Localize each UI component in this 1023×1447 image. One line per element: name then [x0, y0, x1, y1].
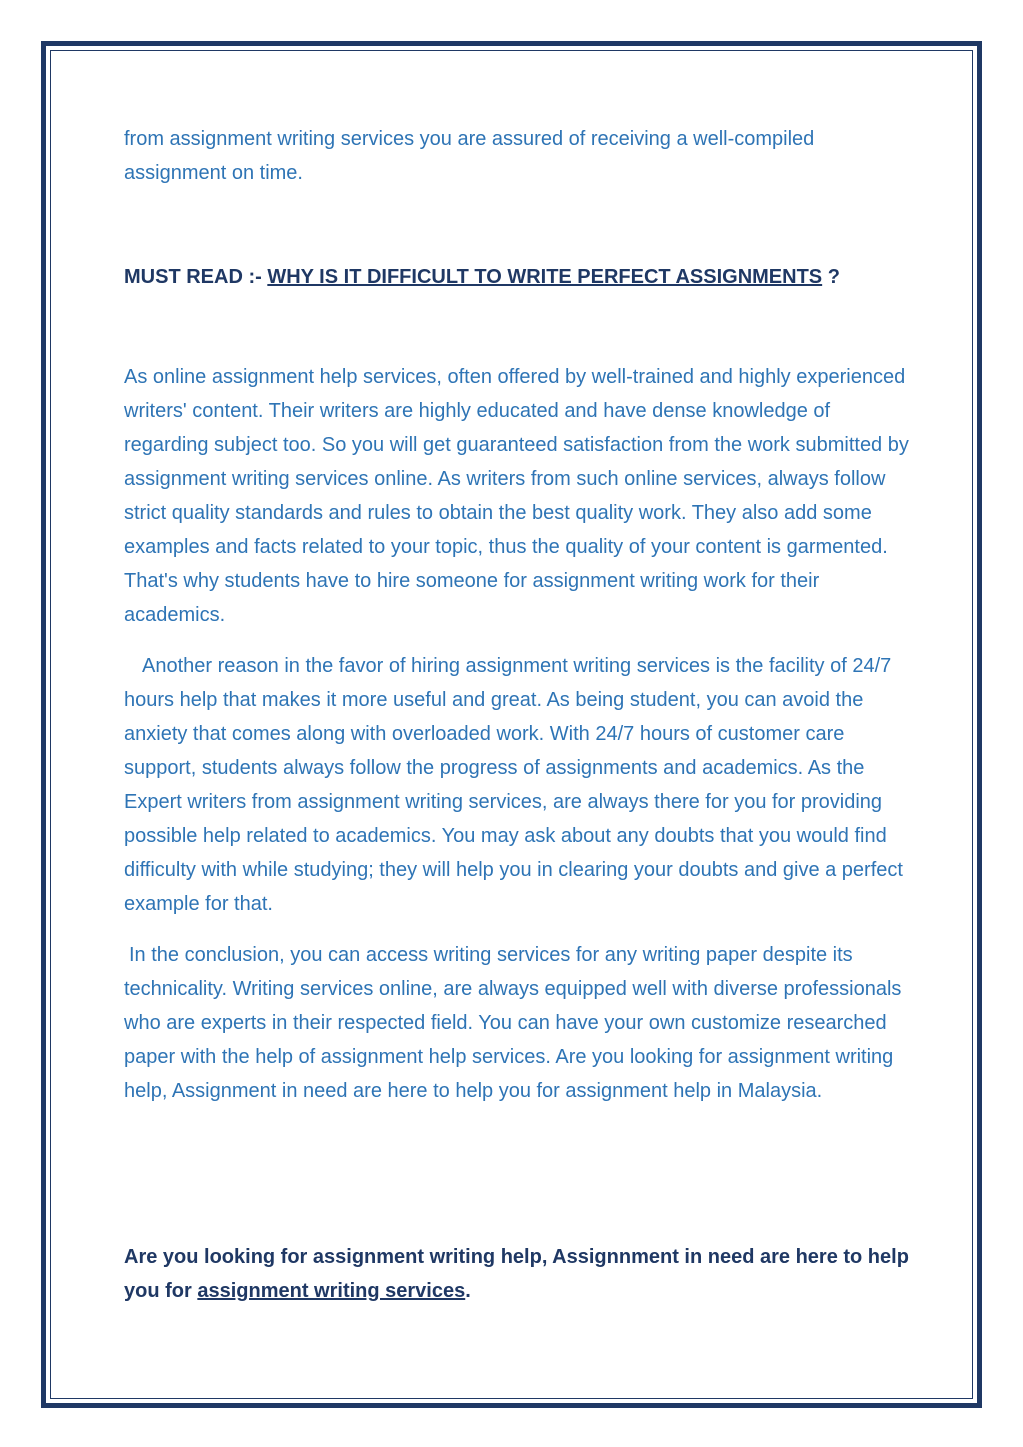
closing-prefix: Are you looking for assignment writing help, Assignnment in need are here to help you for	[124, 1246, 909, 1302]
closing-suffix: .	[465, 1280, 471, 1302]
body-paragraph-1: As online assignment help services, often offered by well-trained and highly experienced writers' content. Their writers are highly educated and have dense knowledge of regarding subject too. So you will get guaranteed satisfaction from the work submitted by assignment writing services online. As writers from such online services, always follow strict quality standards and rules to obtain the best quality work. They also add some examples and facts related to your topic, thus the quality of your content is garmented. That's why students have to hire someone for assignment writing work for their academics.	[124, 366, 909, 626]
closing-link[interactable]: assignment writing services	[197, 1280, 466, 1302]
must-read-prefix: MUST READ :-	[124, 266, 268, 288]
must-read-link[interactable]: WHY IS IT DIFFICULT TO WRITE PERFECT ASSIGNMENTS	[267, 266, 823, 288]
document-content	[124, 122, 914, 1302]
body-paragraph-3-text: In the conclusion, you can access writing services for any writing paper despite its technicality. Writing services online, are always equipped well with diverse professionals who are experts in their respected field. You can have your own customize researched paper with the help of assignment help services. Are you looking for assignment writing help, Assignment in need are here to help you for assignment help in Malaysia.	[124, 944, 902, 1102]
body-paragraph-2-text: Another reason in the favor of hiring assignment writing services is the facility of 24/7 hours help that makes it more useful and great. As being student, you can avoid the anxiety that comes along with overloaded work. With 24/7 hours of customer care support, students always follow the progress of assignments and academics. As the Expert writers from assignment writing services, are always there for you for providing possible help related to academics. You may ask about any doubts that you would find difficulty with while studying; they will help you in clearing your doubts and give a perfect example for that.	[124, 655, 903, 915]
intro-paragraph: from assignment writing services you are assured of receiving a well-compiled assignment on time.	[124, 128, 815, 184]
body-paragraph-3	[124, 938, 914, 1108]
must-read-line	[124, 260, 914, 294]
body-paragraph-2	[124, 649, 914, 921]
must-read-suffix: ?	[822, 266, 840, 288]
body-text	[124, 360, 914, 1125]
closing-line	[124, 1240, 914, 1308]
